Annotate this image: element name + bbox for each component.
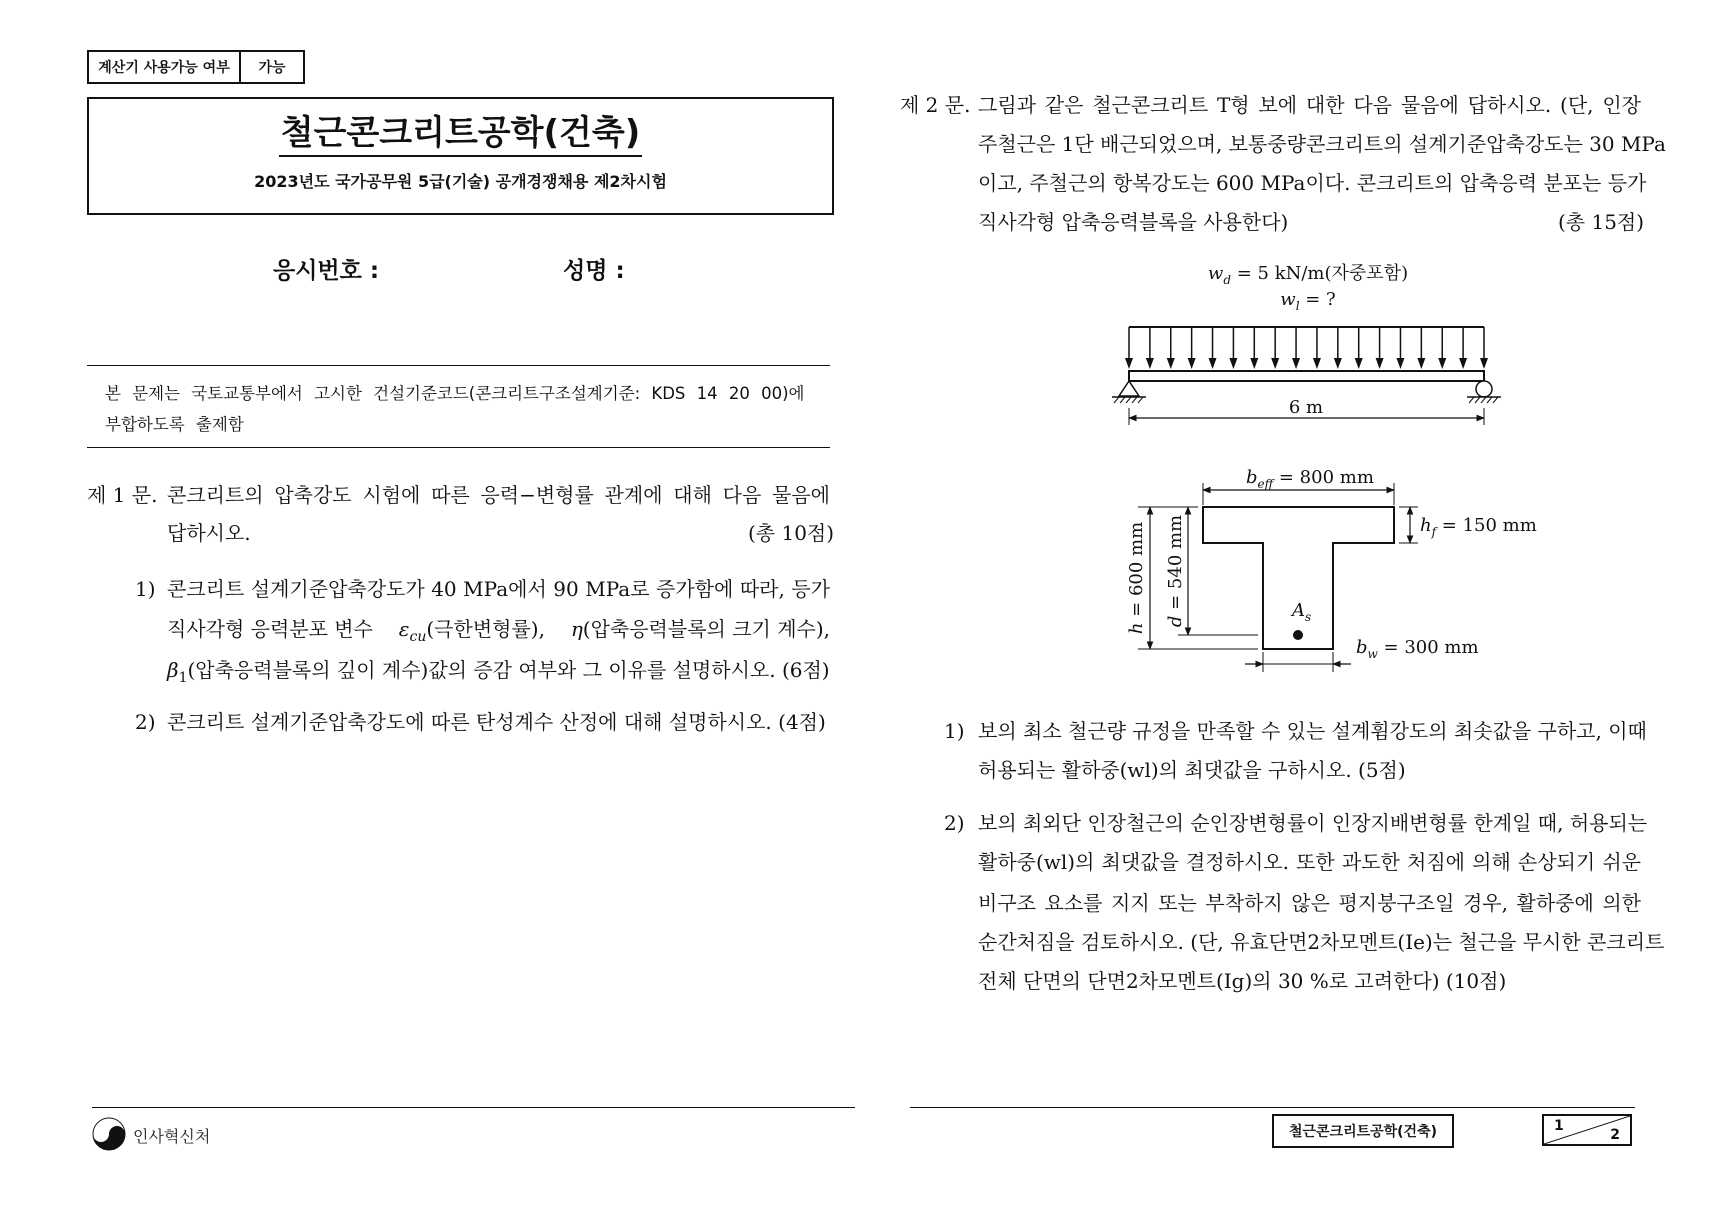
load-arrow-head <box>1229 358 1237 369</box>
epsilon-symbol: ε <box>398 617 410 641</box>
load-arrow-head <box>1209 358 1217 369</box>
calculator-label: 계산기 사용가능 여부 <box>89 52 241 82</box>
q2-sub2-line: 활하중(wl)의 최댓값을 결정하시오. 또한 과도한 처짐에 의해 손상되기 쉬운 <box>978 850 1641 874</box>
wd-load-label: $w_d = 5$ kN/m(자중포함) <box>1207 263 1409 287</box>
load-arrow-head <box>1146 358 1154 369</box>
q2-number: 제 2 문. <box>900 93 971 117</box>
eta-symbol: η <box>570 617 583 641</box>
calculator-value: 가능 <box>258 60 286 76</box>
q2-sub1-number: 1) <box>944 719 965 743</box>
q1-text-line: 콘크리트의 압축강도 시험에 따른 응력−변형률 관계에 대해 다음 물음에 <box>167 483 830 507</box>
footer-divider-right <box>910 1107 1635 1108</box>
rebar-dot <box>1293 630 1303 640</box>
d-label: d = 540 mm <box>1165 514 1186 628</box>
t-section <box>1203 507 1394 649</box>
roller-support <box>1476 381 1492 397</box>
page-total: 2 <box>1610 1127 1620 1143</box>
as-label: $A_s$ <box>1292 600 1312 624</box>
load-arrow-head <box>1376 358 1384 369</box>
footer-divider-left <box>92 1107 855 1108</box>
q1-sub2-line: 콘크리트 설계기준압축강도에 따른 탄성계수 산정에 대해 설명하시오. (4점) <box>167 710 826 734</box>
beam <box>1129 371 1484 381</box>
load-arrow-head <box>1396 358 1404 369</box>
q2-sub2-number: 2) <box>944 811 965 835</box>
q1-number: 제 1 문. <box>87 483 158 507</box>
load-arrow-head <box>1313 358 1321 369</box>
footer-subject-box: 철근콘크리트공학(건축) <box>1272 1114 1454 1148</box>
q2-sub2-line: 보의 최외단 인장철근의 순인장변형률이 인장지배변형률 한계일 때, 허용되는 <box>978 811 1648 835</box>
q1-points: (총 10점) <box>748 521 835 545</box>
q1-sub1-text: (극한변형률), <box>426 617 545 641</box>
q2-text-line: 직사각형 압축응력블록을 사용한다) <box>978 210 1289 234</box>
load-arrows <box>1125 327 1488 369</box>
page-number-box <box>1542 1114 1632 1146</box>
load-arrow-head <box>1334 358 1342 369</box>
load-arrow-head <box>1459 358 1467 369</box>
beta-subscript: 1 <box>178 670 188 686</box>
q2-points: (총 15점) <box>1558 210 1645 234</box>
q1-sub1-text: (압축응력블록의 크기 계수), <box>582 617 830 641</box>
exam-title: 철근콘크리트공학(건축) <box>279 113 643 157</box>
load-arrow-head <box>1438 358 1446 369</box>
notice-line: 부합하도록 출제함 <box>105 415 244 434</box>
span-label: 6 m <box>1288 397 1324 418</box>
government-emblem-icon <box>92 1117 126 1151</box>
q1-sub1-text: (압축응력블록의 깊이 계수)값의 증감 여부와 그 이유를 설명하시오. (6점) <box>187 658 830 682</box>
q2-sub2-line: 순간처짐을 검토하시오. (단, 유효단면2차모멘트(Ie)는 철근을 무시한 콘크리트 <box>978 930 1665 954</box>
load-arrow-head <box>1125 358 1133 369</box>
agency-name: 인사혁신처 <box>133 1127 211 1146</box>
q2-text-line: 주철근은 1단 배근되었으며, 보통중량콘크리트의 설계기준압축강도는 30 MPa <box>978 132 1666 156</box>
load-arrow-head <box>1417 358 1425 369</box>
beta-symbol: β <box>167 658 179 682</box>
exam-subtitle: 2023년도 국가공무원 5급(기술) 공개경쟁채용 제2차시험 <box>254 172 667 191</box>
roller-support-hatch <box>1469 397 1498 403</box>
q2-text-line: 이고, 주철근의 항복강도는 600 MPa이다. 콘크리트의 압축응력 분포는 등가 <box>978 171 1647 195</box>
q1-text-line: 답하시오. <box>167 521 251 545</box>
hf-label: $h_f = 150$ mm <box>1420 515 1537 539</box>
h-label: h = 600 mm <box>1126 521 1147 635</box>
q2-sub2-line: 전체 단면의 단면2차모멘트(Ig)의 30 %로 고려한다) (10점) <box>978 969 1507 993</box>
beff-label: $b_{eff} = 800$ mm <box>1246 467 1374 491</box>
q2-sub1-line: 보의 최소 철근량 규정을 만족할 수 있는 설계휨강도의 최솟값을 구하고, 이때 <box>978 719 1647 743</box>
load-arrow-head <box>1250 358 1258 369</box>
bw-label: $b_w = 300$ mm <box>1356 637 1479 661</box>
q2-text-line: 그림과 같은 철근콘크리트 T형 보에 대한 다음 물음에 답하시오. (단, 인장 <box>978 93 1641 117</box>
pin-support <box>1119 381 1139 396</box>
load-arrow-head <box>1355 358 1363 369</box>
q2-sub1-line: 허용되는 활하중(wl)의 최댓값을 구하시오. (5점) <box>978 758 1406 782</box>
load-arrow-head <box>1167 358 1175 369</box>
load-arrow-head <box>1480 358 1488 369</box>
cu-subscript: cu <box>409 629 427 645</box>
q1-sub1-text: 직사각형 응력분포 변수 <box>167 617 373 641</box>
q1-sub2-number: 2) <box>135 710 156 734</box>
q1-sub1-line: 콘크리트 설계기준압축강도가 40 MPa에서 90 MPa로 증가함에 따라, 등가 <box>167 577 830 601</box>
load-arrow-head <box>1188 358 1196 369</box>
page-current: 1 <box>1554 1118 1564 1134</box>
exam-number-label: 응시번호 : <box>273 258 380 284</box>
load-arrow-head <box>1271 358 1279 369</box>
q1-sub1-number: 1) <box>135 577 156 601</box>
candidate-name-label: 성명 : <box>563 258 625 284</box>
notice-line: 본 문제는 국토교통부에서 고시한 건설기준코드(콘크리트구조설계기준: KDS 14 20 00)에 <box>105 384 805 403</box>
load-arrow-head <box>1292 358 1300 369</box>
wl-load-label: $w_l$ = ? <box>1280 289 1336 313</box>
q2-sub2-line: 비구조 요소를 지지 또는 부착하지 않은 평지붕구조일 경우, 활하중에 의한 <box>978 891 1641 915</box>
pin-support-hatch <box>1114 397 1143 403</box>
